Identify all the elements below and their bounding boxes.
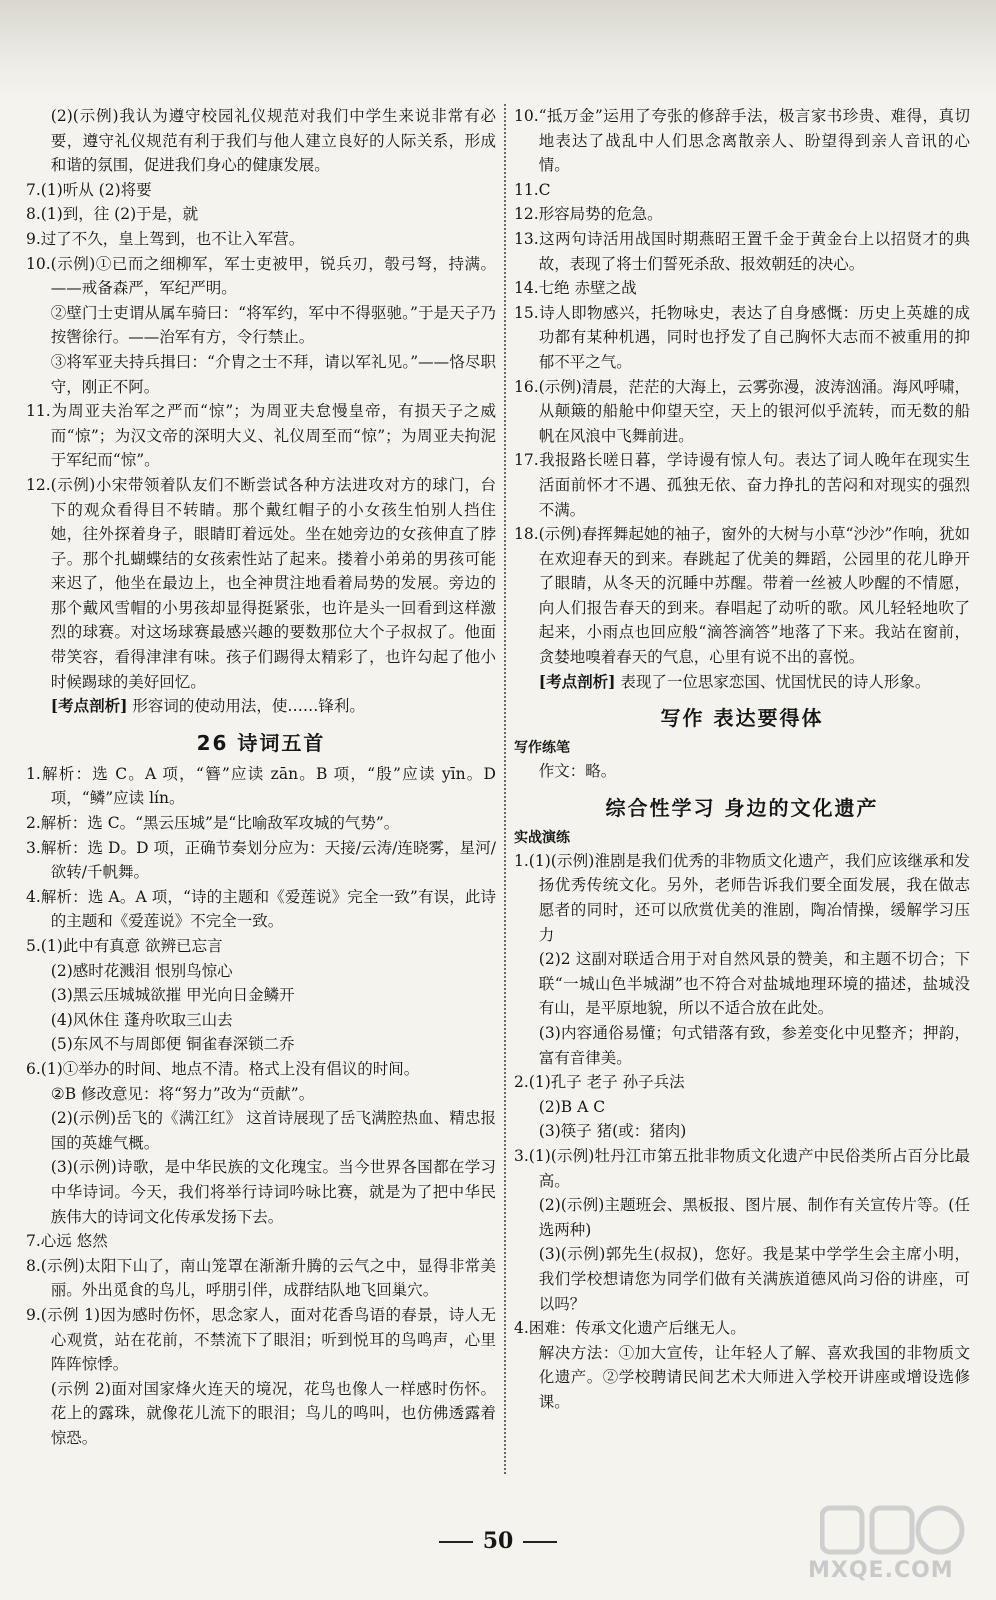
footer-dash-right	[523, 1541, 557, 1543]
answer-line: 8.(1)到，往 (2)于是，就	[26, 205, 199, 224]
answer-line: 解决方法：①加大宣传，让年轻人了解、喜欢我国的非物质文化遗产。②学校聘请民间艺术大师进入学校开讲座或增设选修课。	[538, 1343, 970, 1411]
answer-line: 3.(1)(示例)牡丹江市第五批非物质文化遗产中民俗类所占百分比最高。	[514, 1146, 970, 1190]
answer-line: ③将军亚夫持兵揖曰：“介胄之士不拜，请以军礼见。”——恪尽职守，刚正不阿。	[50, 352, 496, 396]
answer-line: 3.解析：选 D。D 项，正确节奏划分应为：天接/云涛/连晓雾，星河/欲转/千帆舞。	[26, 838, 496, 882]
answer-line: 17.我报路长嗟日暮，学诗谩有惊人句。表达了词人晚年在现实生活面前怀才不遇、孤独无依、奋力挣扎的苦闷和对现实的强烈不满。	[514, 451, 970, 519]
left-column	[26, 104, 496, 1450]
analysis-tag: [考点剖析]	[50, 696, 128, 716]
answer-line: 1.解析：选 C。A 项，“簪”应读 zān。B 项，“殷”应读 yīn。D 项，“鳞”应读 lín。	[26, 764, 496, 808]
answer-line: 1.(1)(示例)淮剧是我们优秀的非物质文化遗产，我们应该继承和发扬优秀传统文化。另外，老师告诉我们要全面发展，我在做志愿者的同时，还可以欣赏优美的淮剧，陶冶情操，缓解学习压力	[514, 851, 970, 944]
answer-line: 11.C	[514, 180, 551, 199]
answer-line: (2)B A C	[538, 1097, 606, 1116]
section-title: 26 诗词五首	[196, 730, 326, 755]
answer-line: (3)内容通俗易懂；句式错落有致，参差变化中见整齐；押韵，富有音律美。	[538, 1024, 970, 1067]
answer-line: 作文：略。	[538, 762, 617, 781]
section-title: 综合性学习 身边的文化遗产	[605, 795, 879, 820]
analysis-text: 形容词的使动用法，使……锋利。	[127, 697, 365, 716]
section-title: 写作 表达要得体	[660, 706, 824, 731]
watermark-text: MXQE.COM	[808, 1558, 954, 1583]
answer-line: 9.(示例 1)因为感时伤怀，思念家人，面对花香鸟语的春景，诗人无心观赏，站在花前，不禁流下了眼泪；听到悦耳的鸟鸣声，心里阵阵惊悸。	[26, 1305, 496, 1374]
answer-line: 2.(1)孔子 老子 孙子兵法	[514, 1073, 685, 1092]
watermark-logo-icon	[820, 1502, 970, 1558]
answer-line: 7.心远 悠然	[26, 1232, 108, 1251]
answer-line: (2)(示例)主题班会、黑板报、图片展、制作有关宣传片等。(任选两种)	[538, 1196, 970, 1239]
answer-line: (2)(示例)岳飞的《满江红》 这首诗展现了岳飞满腔热血、精忠报国的英雄气概。	[50, 1109, 496, 1152]
answer-line: 10.“抵万金”运用了夸张的修辞手法，极言家书珍贵、难得，真切地表达了战乱中人们思念离散亲人、盼望得到亲人音讯的心情。	[514, 107, 970, 175]
watermark	[800, 1498, 980, 1590]
answer-line: 14.七绝 赤壁之战	[514, 279, 637, 298]
analysis-tag: [考点剖析]	[538, 671, 616, 691]
answer-line: (2)感时花溅泪 恨别鸟惊心	[50, 961, 233, 980]
analysis-text: 表现了一位思家恋国、忧国忧民的诗人形象。	[615, 672, 931, 691]
answer-line: (2)2 这副对联适合用于对自然风景的赞美，和主题不切合；下联“一城山色半城湖”也不符合对盐城地理环境的描述，盐城没有山，是平原地貌，所以不适合放在此处。	[538, 950, 970, 1018]
section-label: 实战演练	[514, 829, 570, 846]
answer-line: (3)黑云压城城欲摧 甲光向日金鳞开	[50, 986, 295, 1005]
page-number: 50	[482, 1528, 514, 1554]
answer-line: 2.解析：选 C。“黑云压城”是“比喻敌军攻城的气势”。	[26, 814, 400, 833]
answer-line: 4.解析：选 A。A 项，“诗的主题和《爱莲说》完全一致”有误，此诗的主题和《爱莲说》不完全一致。	[26, 887, 496, 931]
answer-line: 12.(示例)小宋带领着队友们不断尝试各种方法进攻对方的球门，台下的观众看得目不转睛。那个戴红帽子的小女孩生怕别人挡住她，往外探着身子，眼睛盯着远处。坐在她旁边的女孩伸直了脖子。那个扎蝴蝶结的女孩索性站了起来。搂着小弟弟的男孩可能来迟了，他坐在最边上，也全神贯注地看着局势的发展。旁边的那个戴风雪帽的小男孩却显得挺紧张，也许是头一回看到这样激烈的球赛。对这场球赛最感兴趣的要数那位大个子叔叔了。他面带笑容，看得津津有味。孩子们踢得太精彩了，也许勾起了他小时候踢球的美好回忆。	[26, 475, 496, 691]
footer-dash-left	[439, 1541, 473, 1543]
answer-line: 5.(1)此中有真意 欲辨已忘言	[26, 937, 223, 955]
answer-line: (5)东风不与周郎便 铜雀春深锁二乔	[50, 1035, 295, 1054]
answer-line: 6.(1)①举办的时间、地点不清。格式上没有倡议的时间。	[26, 1059, 420, 1078]
answer-line: 13.这两句诗活用战国时期燕昭王置千金于黄金台上以招贤才的典故，表现了将士们誓死杀敌、报效朝廷的决心。	[514, 229, 970, 273]
answer-line: (3)(示例)诗歌，是中华民族的文化瑰宝。当今世界各国都在学习中华诗词。今天，我们将举行诗词吟咏比赛，就是为了把中华民族伟大的诗词文化传承发扬下去。	[50, 1158, 496, 1226]
answer-line: ②壁门士吏谓从属车骑曰：“将军约，军中不得驱驰。”于是天子乃按辔徐行。——治军有方，令行禁止。	[50, 303, 496, 347]
section-label: 写作练笔	[514, 740, 570, 757]
answer-line: 10.(示例)①已而之细柳军，军士吏被甲，锐兵刃，彀弓弩，持满。——戒备森严，军纪严明。	[26, 254, 496, 298]
answer-line: 15.诗人即物感兴，托物咏史，表达了自身感慨：历史上英雄的成功都有某种机遇，同时也抒发了自己胸怀大志而不被重用的抑郁不平之气。	[514, 303, 970, 371]
answer-line: (3)筷子 猪(或：猪肉)	[538, 1122, 687, 1141]
column-divider	[504, 104, 506, 1474]
answer-line: (4)风休住 蓬舟吹取三山去	[50, 1010, 233, 1029]
answer-line: 4.困难：传承文化遗产后继无人。	[514, 1319, 746, 1338]
analysis-note	[26, 694, 496, 719]
answer-line: 7.(1)听从 (2)将要	[26, 180, 152, 199]
answer-line: ②B 修改意见：将“努力”改为“贡献”。	[50, 1084, 315, 1103]
answer-line: 9.过了不久，皇上驾到，也不让入军营。	[26, 229, 305, 248]
top-shadow-band	[0, 0, 996, 100]
answer-line: 18.(示例)春挥舞起她的袖子，窗外的大树与小草“沙沙”作响，犹如在欢迎春天的到来。春跳起了优美的舞蹈，公园里的花儿睁开了眼睛，从冬天的沉睡中苏醒。带着一丝被人吵醒的不情愿，向人们报告春天的到来。春唱起了动听的歌。风儿轻轻地吹了起来，小雨点也回应般“滴答滴答”地落了下来。我站在窗前，贪婪地嗅着春天的气息，心里有说不出的喜悦。	[514, 525, 970, 667]
answer-line: 16.(示例)清晨，茫茫的大海上，云雾弥漫，波涛汹涌。海风呼啸，从颠簸的船舱中仰望天空，天上的银河似乎流转，而无数的船帆在风浪中飞舞前进。	[514, 377, 970, 445]
answer-line: (示例 2)面对国家烽火连天的境况，花鸟也像人一样感时伤怀。花上的露珠，就像花儿流下的眼泪；鸟儿的鸣叫，也仿佛透露着惊恐。	[50, 1379, 496, 1447]
answer-line: (3)(示例)郭先生(叔叔)，您好。我是某中学学生会主席小明，我们学校想请您为同学们做有关满族道德风尚习俗的讲座，可以吗？	[538, 1245, 970, 1313]
answer-line: 8.(示例)太阳下山了，南山笼罩在渐渐升腾的云气之中，显得非常美丽。外出觅食的鸟儿，呼朋引伴，成群结队地飞回巢穴。	[26, 1256, 496, 1300]
answer-line: 12.形容局势的危急。	[514, 205, 663, 224]
answer-line: 11.为周亚夫治军之严而“惊”；为周亚夫怠慢皇帝，有损天子之威而“惊”；为汉文帝的深明大义、礼仪周至而“惊”；为周亚夫拘泥于军纪而“惊”。	[26, 402, 496, 470]
analysis-note	[514, 670, 970, 695]
right-column	[514, 104, 970, 1415]
answer-line: (2)(示例)我认为遵守校园礼仪规范对我们中学生来说非常有必要，遵守礼仪规范有利于我们与他人建立良好的人际关系，形成和谐的氛围，促进我们身心的健康发展。	[50, 107, 496, 175]
